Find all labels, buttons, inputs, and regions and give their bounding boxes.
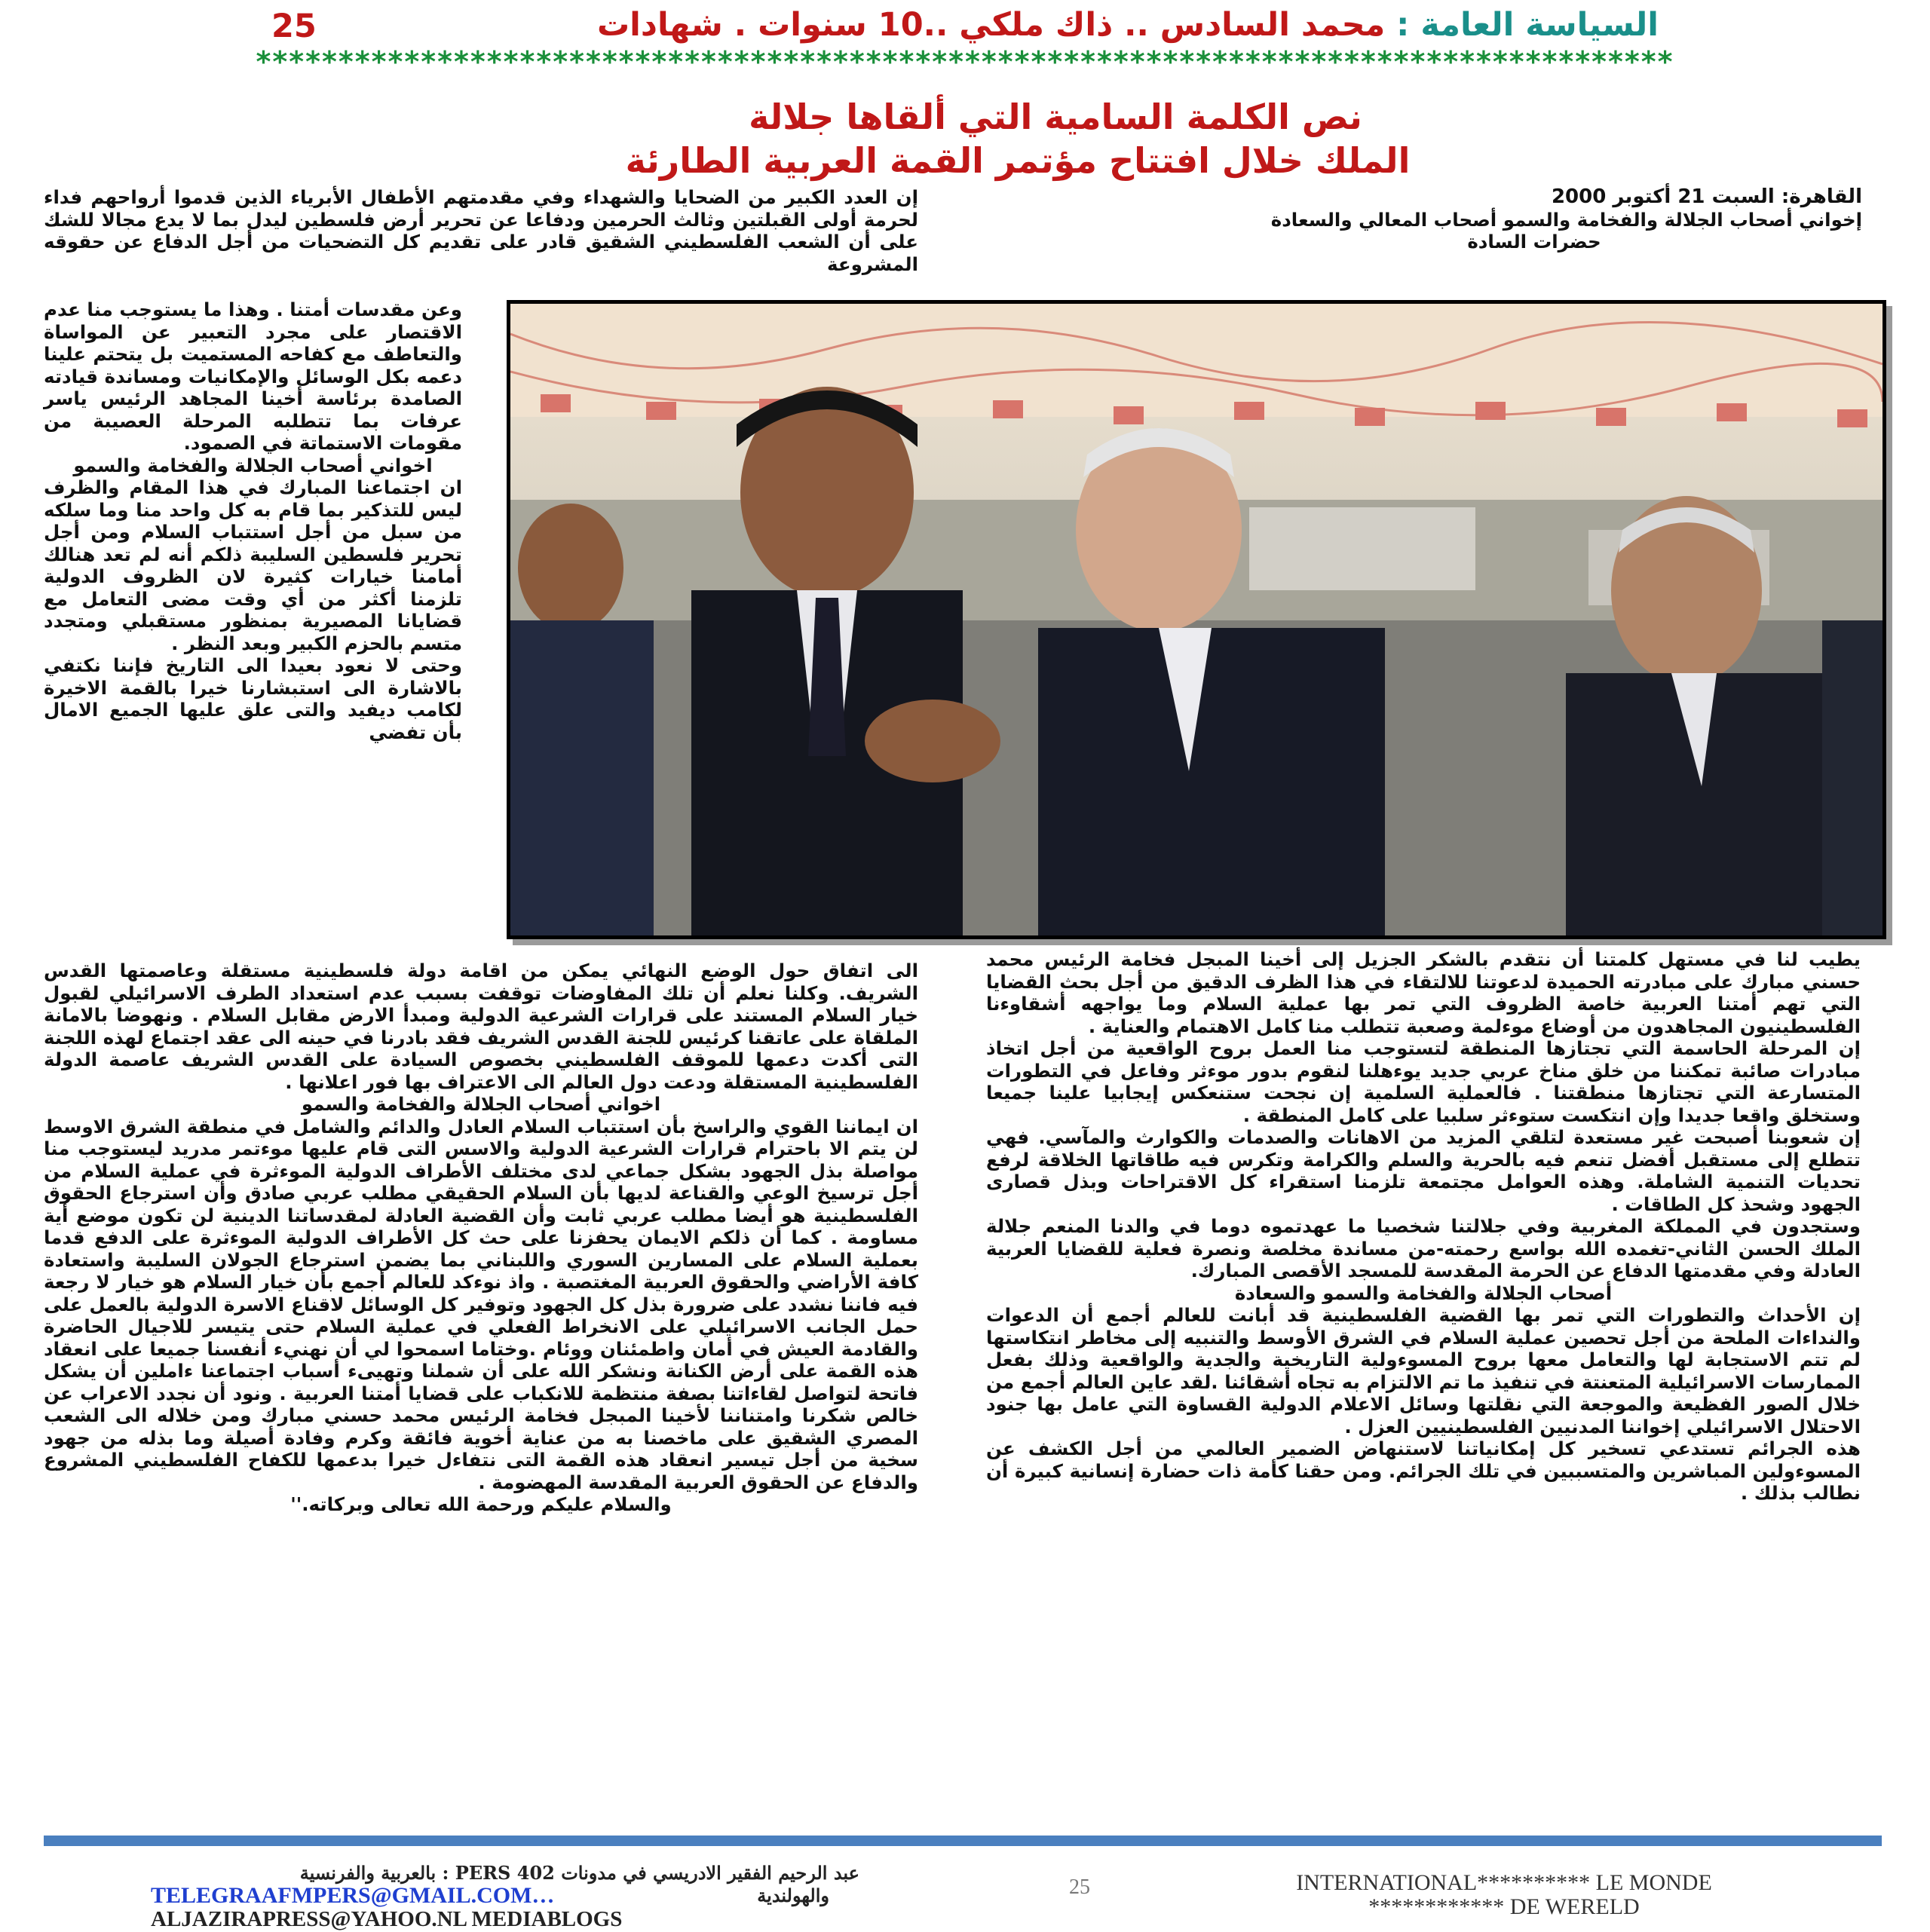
left-narrow-para-2: ان اجتماعنا المبارك في هذا المقام والظرف ليس للتذكير بما قام به كل واحد منا وما سلكه من سبل من أجل استتباب السلام ومن أجل تحرير فلسطين السليبة ذلكم أنه لم تعد هنالك أمامنا خيارات كثيرة لان الظروف الدولية تلزمنا أكثر من أي وقت مضى التعامل مع قضايانا المصيرية بمنظور مستقبلي ومتجدد متسم بالحزم الكبير وبعد النظر . [44, 476, 462, 654]
footer-international [1195, 1871, 1813, 1919]
header-page-number: 25 [271, 8, 317, 45]
right-bottom-para-4: وستجدون في المملكة المغربية وفي جلالتنا شخصيا ما عهدتموه دوما في والدنا المنعم جلالة الملك الحسن الثاني-تغمده الله بواسع رحمته-من مساندة مخلصة ونصرة فعلية للقضايا العربية العادلة وفي مقدمتها الدفاع عن الحرمة المقدسة للمسجد الأقصى المبارك. [986, 1215, 1861, 1281]
dateline: القاهرة: السبت 21 أكتوبر 2000 [1551, 185, 1862, 208]
left-bottom-text [44, 960, 918, 1516]
right-bottom-greeting: أصحاب الجلالة والفخامة والسمو والسعادة [1234, 1281, 1613, 1304]
intro-greeting: إخواني أصحاب الجلالة والفخامة والسمو أصحاب المعالي والسعادة [1270, 208, 1862, 231]
star-divider: ************************************************************************************** [256, 45, 1674, 78]
left-narrow-para-3: وحتى لا نعود بعيدا الى التاريخ فإننا نكتفي بالاشارة الى استبشارنا خيرا بالقمة الاخيرة لكامب ديفيد والتى علق عليها الجميع الامال بأن تفضي [44, 654, 462, 743]
left-bottom-para-1: الى اتفاق حول الوضع النهائي يمكن من اقامة دولة فلسطينية مستقلة وعاصمتها القدس الشريف. وكلنا نعلم أن تلك المفاوضات توقفت بسبب عدم استعداد الطرف الاسرائيلي لقبول خيار السلام المستند على قرارات الشرعية الدولية ومبدأ الارض مقابل السلام . ونهوضا بالامانة الملقاة على عاتقنا كرئيس للجنة القدس الشريف فقد بادرنا في حينه الى عقد اجتماع لهذه اللجنة التى أكدت دعمها للموقف الفلسطيني بخصوص السيادة على القدس الشريف عاصمة الدولة الفلسطينية المستقلة ودعت دول العالم الى الاعتراف بها فور اعلانها . [44, 960, 918, 1093]
footer-page-number: 25 [1069, 1875, 1090, 1899]
right-bottom-para-6: هذه الجرائم تستدعي تسخير كل إمكانياتنا لاستنهاض الضمير العالمي من أجل الكشف عن المسوءولين المباشرين والمتسببين في تلك الجرائم. ومن حقنا كأمة ذات حضارة إنسانية كبيرة أن نطالب بذلك . [986, 1438, 1861, 1504]
intro-sirs: حضرات السادة [1467, 231, 1601, 253]
left-narrow-text [44, 299, 462, 743]
footer-credit-line-1: عبد الرحيم الفقير الادريسي في مدونات PERS 402 : بالعربية والفرنسية [299, 1862, 859, 1884]
left-narrow-para-1: وعن مقدسات أمتنا . وهذا ما يستوجب منا عدم الاقتصار على مجرد التعبير عن المواساة والتعاطف مع كفاحه المستميت بل يتحتم علينا دعمه بكل الوسائل والإمكانيات ومساندة قيادته الصامدة برئاسة أخينا المجاهد الرئيس ياسر عرفات بما تتطلبه المرحلة العصيبة من مقومات الاستماتة في الصمود. [44, 299, 462, 454]
header-series-title: محمد السادس .. ذاك ملكي ..10 سنوات . شهادات [596, 6, 1397, 44]
left-top-para-1: إن العدد الكبير من الضحايا والشهداء وفي مقدمتهم الأطفال الأبرياء الذين قدموا أرواحهم فداء لحرمة أولى القبلتين وثالث الحرمين ودفاعا عن تحرير أرض فلسطين ليدل بما لا يدع مجالا للشك على أن الشعب الفلسطيني الشقيق قادر على تقديم كل التضحيات من أجل الدفاع عن حقوقه المشروعة [44, 186, 918, 275]
left-bottom-greeting: اخواني أصحاب الجلالة والفخامة والسمو [301, 1093, 661, 1115]
closing-salutation: والسلام عليكم ورحمة الله تعالى وبركاته.'' [290, 1493, 672, 1515]
right-intro [980, 186, 1862, 253]
headline-line-2: الملك خلال افتتاح مؤتمر القمة العربية الطارئة [625, 140, 1411, 181]
left-bottom-para-2: ان ايماننا القوي والراسخ بأن استتباب السلام العادل والدائم والشامل في منطقة الشرق الاوسط لن يتم الا باحترام قرارات الشرعية الدولية والاسس التى قام عليها موءتمر مدريد ليستوجب منا مواصلة بذل الجهود بشكل جماعي لدى مختلف الأطراف الدولية الموءثرة في عملية السلام من أجل ترسيخ الوعي والقناعة لديها بأن السلام الحقيقي مطلب عربي صادق وأن استرجاع الحقوق الفلسطينية هو أيضا مطلب عربي ثابت وأن القضية العادلة لمقدساتنا الدينية لن تكون موضع أية مساومة . كما أن ذلكم الايمان يحفزنا على حث كل الأطراف الدولية الموءثرة على الدفع قدما بعملية السلام على المسارين السوري واللبناني بما يضمن استرجاع الجولان السليبة واستعادة كافة الأراضي والحقوق العربية المغتصبة . واذ نوءكد للعالم أجمع بأن خيار السلام هو خيار لا رجعة فيه فاننا نشدد على ضرورة بذل كل الجهود وتوفير كل الوسائل لاقناع الاسرة الدولية بالعمل على حمل الجانب الاسرائيلي على الانخراط الفعلي في عملية السلام حتى يتيسر للاجيال الحاضرة والقادمة العيش في أمان واطمئنان ووئام .وختاما اسمحوا لي أن نهنيء أنفسنا جميعا على انعقاد هذه القمة على أرض الكنانة ونشكر الله على أن شملنا وتهيىء أسباب اجتماعنا ءاملين أن يشكل فاتحة لتواصل لقاءاتنا بصفة منتظمة للانكباب على قضايا أمتنا العربية . ونود أن نجدد الاعراب عن خالص شكرنا وامتناننا لأخينا المبجل فخامة الرئيس محمد حسني مبارك ومن خلاله الى الشعب المصري الشقيق على ماخصنا به من عناية أخوية فائقة وكرم وفادة أصيلة وما بذله من جهود سخية من أجل تيسير انعقاد هذه القمة التى نتفاءل خيرا بدعمها للكفاح الفلسطيني المشروع والدفاع عن الحقوق العربية المقدسة المهضومة . [44, 1115, 918, 1493]
headline-line-1: نص الكلمة السامية التي ألقاها جلالة [749, 96, 1362, 137]
footer-rule [44, 1836, 1882, 1846]
right-bottom-para-3: إن شعوبنا أصبحت غير مستعدة لتلقي المزيد من الاهانات والصدمات والكوارث والمآسي. فهي تتطلع إلى مستقبل أفضل تنعم فيه بالحرية والسلم والكرامة وتكرس فيه طاقاتها الخلاقة لرفع تحديات التنمية الشاملة. وهذه العوامل مجتمعة تلزمنا استقراء كل الاقتراحات وبذل قصارى الجهود وشحذ كل الطاقات . [986, 1126, 1861, 1215]
photo-icon [507, 300, 1886, 939]
right-bottom-para-1: يطيب لنا في مستهل كلمتنا أن نتقدم بالشكر الجزيل إلى أخينا المبجل فخامة الرئيس محمد حسني مبارك على مبادرته الحميدة لدعوتنا للالتقاء في هذا الظرف الدقيق من أجل بحث القضايا التي تهم أمتنا العربية خاصة الظروف التي تمر بها عملية السلام وما يواجهه أشقاوءنا الفلسطينيون المجاهدون من أوضاع موءلمة وصعبة تتطلب منا كامل الاهتمام والعناية . [986, 948, 1861, 1037]
right-bottom-text [986, 948, 1861, 1505]
footer-email-link[interactable]: TELEGRAAFMPERS@GMAIL.COM… [151, 1883, 555, 1908]
left-top-text [44, 186, 918, 275]
footer-credit-line-2: والهولندية [757, 1885, 829, 1906]
right-bottom-para-2: إن المرحلة الحاسمة التي تجتازها المنطقة لتستوجب منا العمل بروح الواقعية من أجل اتخاذ مبادرات صائبة تمكننا من خلق مناخ عربي جديد يوءهلنا لنقوم بدور موءثر وفاعل في التطورات المتسارعة التي تجتازها منطقتنا . فالعملية السلمية إن نجحت ستنعكس إيجابيا علينا جميعا وستخلق واقعا جديدا وإن انتكست ستوءثر سلبيا على كامل المنطقة . [986, 1037, 1861, 1126]
right-bottom-para-5: إن الأحداث والتطورات التي تمر بها القضية الفلسطينية قد أبانت للعالم أجمع أن الدعوات والنداءات الملحة من أجل تحصين عملية السلام في الشرق الأوسط والتنبيه إلى مخاطر انتكاستها لم تتم الاستجابة لها والتعامل معها بروح المسوءولية التاريخية والجدية والواقعية وذلك بفعل الممارسات الاسرائيلية المتعنتة في تنفيذ ما تم الالتزام به تجاه أشقائنا .لقد عاين العالم أجمع من خلال الصور الفظيعة والموجعة التي نقلتها وسائل الاعلام الدولية القساوة التي عامل بها جنود الاحتلال الاسرائيلي إخواننا المدنيين الفلسطينيين العزل . [986, 1304, 1861, 1438]
header-section: السياسة العامة : [1396, 6, 1659, 44]
footer-intl-line-2: ************ DE WERELD [1368, 1894, 1640, 1919]
footer-intl-line-1: INTERNATIONAL********** LE MONDE [1296, 1870, 1712, 1895]
footer-email-2[interactable]: ALJAZIRAPRESS@YAHOO.NL MEDIABLOGS [151, 1907, 623, 1931]
header-title [597, 6, 1659, 44]
photo-illustration [510, 304, 1883, 935]
left-narrow-greeting: اخواني أصحاب الجلالة والفخامة والسمو [73, 454, 433, 476]
